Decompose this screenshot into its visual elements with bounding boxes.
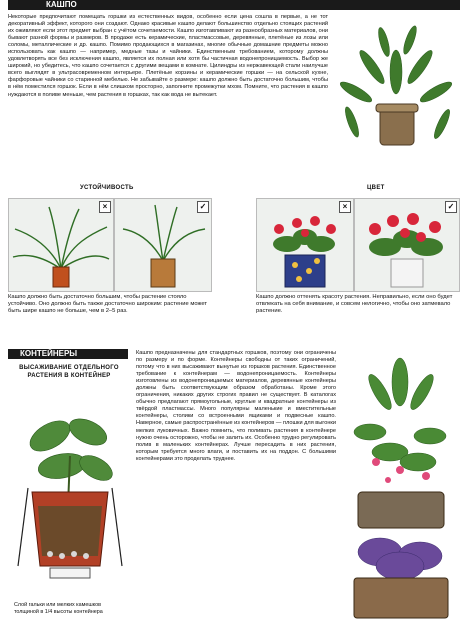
comparison-heading-left: УСТОЙЧИВОСТЬ [80, 185, 134, 191]
container-arrangement-illustration [340, 352, 462, 628]
right-mark-icon: ✓ [445, 201, 457, 213]
palm-proper-panel [114, 198, 212, 292]
section-title-bar [8, 0, 460, 10]
flower-busy-pot-panel [256, 198, 354, 292]
comparison-caption-right: Кашпо должно оттенять красоту растения. Неправильно, если оно будет отвлекать на себя внимание, и совсем нелогично, чтобы оно затмевало растение. [256, 294, 453, 314]
comparison-heading-right: ЦВЕТ [367, 185, 385, 191]
section-title-bar [8, 349, 128, 359]
section2-body: Кашпо предназначены для стандартных горшков, поэтому они ограничены по размеру и по форме. Контейнеры свободны от таких ограничений, потому что в них высаживают вынутые из горшков растения. Единственное требование к контейнерам — водонепроницаемость. Контейнеры изготовлены из водонепроницаемых материалов, деревянные контейнеры должны быть соответствующим образом обработаны. Кроме этого ограничения, никаких других строгих правил не существует. В каталогах обычно предлагают прямоугольные, круглые и квадратные контейнеры из твёрдой пластмассы. Много популярны маленькие и вместительные контейнеры, столики со встроенными ящиками и подвесные кашпо. Наверное, самые распространённые из контейнеров — плошки для выгонки мелких луковичных. Важно помнить, что поливать растения в контейнере нужно очень осторожно, чтобы не залить их. Особенно трудно регулировать полив в маленьких контейнерах. Лучше пересадить в них растения, которым требуется много влаги, и поставить их на поддон. С большими контейнерами это проделать труднее. [136, 350, 336, 462]
section-title: КАШПО [46, 0, 77, 9]
section1-body: Некоторые предпочитают помещать горшки из естественных видов, особенно если цена сошла в первые, а не тот декоративный эффект, которого они создают. Однако красивые кашпо делают большинство отдельно стоящих растений их оживляют если этот предмет выбран с учётом сочетаемости. Кашпо изготавливают из разнообразных материалов, они бывают разной формы и размеров. В продаже есть керамические, пластмассовые, деревянные, плетёные из лозы или соломы, металлические и др. кашпо. Помимо продающихся в магазинах, многие обычные домашние предметы можно использовать как кашпо — например, медные тазы и чайники. Единственным требованием, которому должны удовлетворять все без исключения кашпо, является их полная или хотя бы частичная водонепроницаемость. Выбор же широкий, но убедитесь, что кашпо сочетается с другими вещами в комнате. Цилиндры из нержавеющей стали наилучше всего выглядят в ультрасовременном интерьере. Плетёные корзины и керамические горшки — на сельской кухне, фарфоровые чайники со старинной мебелью. Не забывайте о размере: кашпо должно быть достаточно большим, чтобы в нём поместился горшок. Если в нём слишком просторно, заполните промежутки мхом. Помните, что растения в кашпо нуждаются в поливе меньше, чем растения в горшках, так как вода не вытекает. [8, 14, 328, 98]
comparison-caption-left: Кашпо должно быть достаточно большим, чтобы растение стояло устойчиво. Оно должно быть также достаточно широким: растение может быть шире кашпо не больше, чем в 2–5 раз. [8, 294, 208, 314]
wrong-mark-icon: × [339, 201, 351, 213]
flower-plain-pot-panel [354, 198, 460, 292]
right-mark-icon: ✓ [197, 201, 209, 213]
section-title: КОНТЕЙНЕРЫ [20, 349, 78, 358]
palm-wide-panel [8, 198, 114, 292]
hanging-plant-illustration [332, 12, 462, 170]
planting-subheading: ВЫСАЖИВАНИЕ ОТДЕЛЬНОГО РАСТЕНИЯ В КОНТЕЙНЕР [19, 365, 119, 379]
container-cutaway-illustration [10, 396, 130, 594]
wrong-mark-icon: × [99, 201, 111, 213]
illustration-caption: Слой гальки или мелких камешков толщиной в 1/4 высоты контейнера [14, 602, 103, 615]
